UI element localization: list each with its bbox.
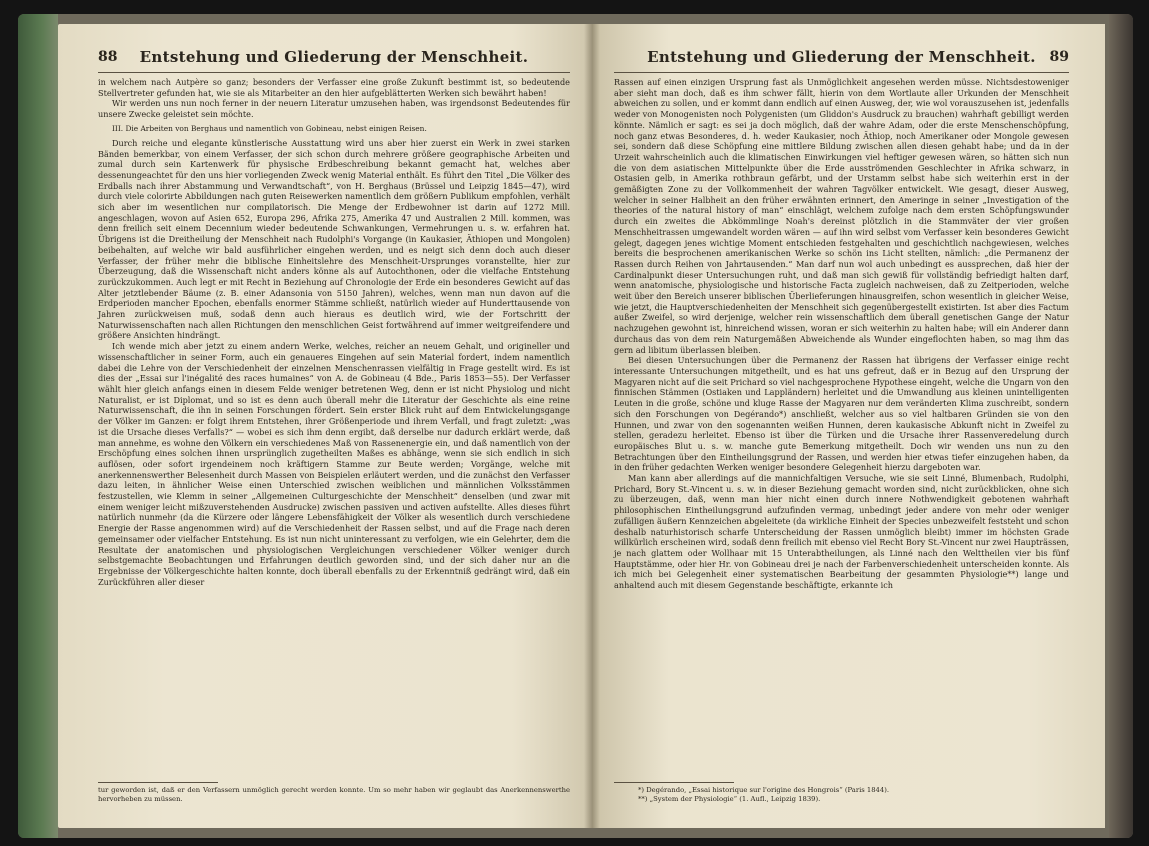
left-page-number: 88: [98, 49, 118, 65]
right-paragraph: Man kann aber allerdings auf die mannichfaltigen Versuche, wie sie seit Linné, Blumenbach, Rudolphi, Prichard, Bory St.-Vincent u. s. w. in dieser Beziehung gemacht worden sind, nicht zurückblicken, ohne sich zu überzeugen, daß, wenn man hier nicht einen durch innere Nothwendigkeit gebotenen wahrhaft philosophischen Eintheilungsgrund aufzufinden vermag, unbedingt jeder andere von mehr oder weniger zufälligen äußern Kennzeichen abgeleitete (da wirkliche Einheit der Species unbezweifelt feststeht und schon deshalb naturhistorisch scharfe Unterscheidung der Rassen unmöglich bleibt) immer im höchsten Grade willkürlich erscheinen wird, sodaß denn freilich mit ebenso viel Recht Bory St.-Vincent nur zwei Haupträssen, je nach glattem oder Wollhaar mit 15 Unterabtheilungen, als Linné nach den Welttheilen vier bis fünf Hauptstämme, oder hier Hr. von Gobineau drei je nach der Farbenverschiedenheit unterscheiden konnte. Als ich mich bei Gelegenheit einer systematischen Bearbeitung der gesammten Physiologie**) lange und anhaltend auch mit diesem Gegenstande beschäftigte, erkannte ich: [614, 473, 1069, 591]
right-page-content: [614, 46, 1069, 814]
footnote-rule: [614, 782, 734, 783]
left-paragraph: Wir werden uns nun noch ferner in der neuern Literatur umzusehen haben, was irgendsonst Bedeutendes für unsere Zwecke geleistet sein möchte.: [98, 98, 570, 120]
left-paragraph: in welchem nach Autpère so ganz; besonders der Verfasser eine große Zukunft bestimmt ist, so bedeutende Stellvertreter gefunden hat, wie sie als Mitarbeiter an den hier aufgeblätterten Werken sich bewährt haben!: [98, 77, 570, 98]
book-cover-left: [18, 14, 58, 838]
right-page-number: 89: [1049, 49, 1069, 65]
left-running-head: [98, 46, 570, 73]
left-paragraph: Ich wende mich aber jetzt zu einem andern Werke, welches, reicher an neuem Gehalt, und origineller und wissenschaftlicher in seiner Form, auch ein genaueres Eingehen auf sein Material fordert, indem namentlich dabei die Lehre von der Verschiedenheit der einzelnen Menschenrassen vielfältig in Frage gestellt wird. Es ist dies der „Essai sur l'inégalité des races humaines“ von A. de Gobineau (4 Bde., Paris 1853—55). Der Verfasser wählt hier gleich anfangs einen in diesem Felde weniger betretenen Weg, denn er ist nicht Physiolog und nicht Naturalist, er ist Diplomat, und so ist es denn auch überall mehr die Literatur der Geschichte als eine reine Naturwissenschaft, die ihn in seinen Forschungen fördert. Sein erster Blick ruht auf dem Entwickelungsgange der Völker im Ganzen: er folgt ihrem Entstehen, ihrer Größenperiode und ihrem Verfall, und fragt zuletzt: „was ist die Ursache dieses Verfalls?“ — wobei es sich ihm denn ergibt, daß derselbe nur dadurch erklärt werde, daß man annehme, es wohne den Völkern ein verschiedenes Maß von Rassenenergie ein, und daß namentlich von der Erschöpfung eines solchen ihnen ursprünglich zugetheilten Maßes es abhänge, wenn sie sich endlich in sich auflösen, oder sofort irgendeinem noch kräftigern Stamme zur Beute werden; Vorgänge, welche mit anerkennenswerther Belesenheit durch Massen von Beispielen erläutert werden, und die zunächst den Verfasser dazu leiten, in ähnlicher Weise einen Unterschied zwischen weiblichen und männlichen Volksstämmen festzustellen, wie Klemm in seiner „Allgemeinen Culturgeschichte der Menschheit“ denselben (und zwar mit einem weniger leicht mißzuverstehenden Ausdrucke) zwischen passiven und activen aufstellte. Alles dieses führt natürlich nunmehr (da die Kürzere oder längere Lebensfähigkeit der Völker als wesentlich durch verschiedene Energie der Rasse angenommen wird) auf die Verschiedenheit der Rassen selbst, und auf die Frage nach deren gemeinsamer oder vielfacher Entstehung. Es ist nun nicht uninteressant zu verfolgen, wie ein Gelehrter, dem die Resultate der anatomischen und physiologischen Vergleichungen verschiedener Völker weniger durch selbstgemachte Beobachtungen und Erfahrungen deutlich geworden sind, und der sich daher nur an die Ergebnisse der Völkergeschichte halten konnte, doch überall ebenfalls zu der Erkenntniß gedrängt wird, daß ein Zurückführen aller dieser: [98, 341, 570, 587]
left-running-title: Entstehung und Gliederung der Menschheit.: [139, 48, 529, 66]
right-paragraph: Bei diesen Untersuchungen über die Permanenz der Rassen hat übrigens der Verfasser einige recht interessante Untersuchungen mitgetheilt, und es hat uns gefreut, daß er in Bezug auf den Ursprung der Magyaren nicht auf die seit Prichard so viel nachgesprochene Hypothese eingeht, welche die Ungarn von den finnischen Stämmen (Ostiaken und Lappländern) herleitet und die Umwandlung aus kleinen unintelligenten Leuten in die große, schöne und kluge Rasse der Magyaren nur dem veränderten Klima zuschreibt, sondern sich den Forschungen von Degérando*) anschließt, welcher aus so viel haltbaren Gründen sie von den Hunnen, und zwar von den sogenannten weißen Hunnen, deren kaukasische Abkunft nicht in Zweifel zu stellen, geradezu herleitet. Ebenso ist über die Türken und die Ursache ihrer Rassenveredelung durch europäisches Blut u. s. w. manche gute Bemerkung mitgetheilt. Doch wir wenden uns nun zu den Betrachtungen über den Eintheilungsgrund der Rassen, und werden hier etwas tiefer einzugehen haben, da in den früher gedachten Werken weniger besondere Gelegenheit hierzu dargeboten war.: [614, 355, 1069, 473]
right-footnote-1: *) Degérando, „Essai historique sur l'origine des Hongrois“ (Paris 1844).: [638, 786, 890, 794]
open-book: [18, 14, 1133, 838]
right-footnote-block: [614, 776, 1069, 804]
right-running-head: [614, 46, 1069, 73]
right-running-title: Entstehung und Gliederung der Menschheit.: [647, 48, 1036, 66]
left-page-content: [98, 46, 570, 814]
section-heading: III. Die Arbeiten von Berghaus und namentlich von Gobineau, nebst einigen Reisen.: [112, 123, 427, 133]
footnote-rule: [98, 782, 218, 783]
right-footnote-2: **) „System der Physiologie“ (1. Aufl., Leipzig 1839).: [638, 795, 821, 803]
book-cover-right: [1109, 14, 1133, 838]
right-page: [592, 24, 1105, 828]
left-paragraph: Durch reiche und elegante künstlerische Ausstattung wird uns aber hier zuerst ein Werk in zwei starken Bänden bemerkbar, von einem Verfasser, der sich schon durch mehrere größere geographische Arbeiten und zumal durch sein Kartenwerk für physische Erdbeschreibung bekannt gemacht hat, welches aber dessenungeachtet für den uns hier vorliegenden Zweck wenig Material enthält. Es führt den Titel „Die Völker des Erdballs nach ihrer Abstammung und Verwandtschaft“, von H. Berghaus (Brüssel und Leipzig 1845—47), wird durch viele colorirte Abbildungen nach guten Reisewerken namentlich dem größern Publikum empfohlen, verhält sich aber im wesentlichen nur compilatorisch. Die Menge der Erdbewohner ist darin auf 1272 Mill. angeschlagen, wovon auf Asien 652, Europa 296, Afrika 275, Amerika 47 und Australien 2 Mill. kommen, was denn freilich seit einem Decennium wieder bedeutende Schwankungen, Vermehrungen u. s. w. erfahren hat. Übrigens ist die Dreitheilung der Menschheit nach Rudolphi's Vorgange (in Kaukasier, Äthiopen und Mongolen) beibehalten, auf welche wir bald ausführlicher eingehen werden, und es neigt sich denn doch auch dieser Verfasser, der früher mehr die biblische Einheitslehre des Menschheit-Ursprunges voranstellte, hier zur Überzeugung, daß die Wissenschaft nicht anders könne als auf Autochthonen, oder die vielfache Entstehung zurückzukommen. Auch legt er mit Recht in Beziehung auf Chronologie der Erde ein besonderes Gewicht auf das Alter jetztlebender Bäume (z. B. einer Adansonia von 5150 Jahren), welches, wenn man nun davon auf die Erdperioden mancher Epochen, ebenfalls enormer Stämme schließt, natürlich wieder auf Hunderttausende von Jahren zurückweisen muß, sodaß denn auch hieraus es deutlich wird, wie der Fortschritt der Naturwissenschaften nach allen Richtungen den menschlichen Geist fortwährend auf immer weitgreifendere und größere Ansichten hindrängt.: [98, 137, 570, 341]
left-footnote: tur geworden ist, daß er den Verfassern unmöglich gerecht werden konnte. Um so mehr haben wir geglaubt das Anerkennenswerthe hervorheben zu müssen.: [98, 786, 570, 803]
left-body-text: [98, 77, 570, 587]
right-paragraph: Rassen auf einen einzigen Ursprung fast als Unmöglichkeit angesehen werden müsse. Nichtsdestoweniger aber sieht man doch, daß es ihm schwer fällt, hierin von dem Wortlaute aller Urkunden der Menschheit abweichen zu sollen, und er kommt dann endlich auf einen Ausweg, der, wie wol vorauszusehen ist, jedenfalls weder von Monogenisten noch Polygenisten (um Gliddon's Ausdruck zu brauchen) wahrhaft gebilligt werden könnte. Nämlich er sagt: es sei ja doch möglich, daß der wahre Adam, oder die erste Menschenschöpfung, noch ganz etwas Besonderes, d. h. weder Kaukasier, noch Äthiop, noch Amerikaner oder Mongole gewesen sei, sondern daß diese Schöpfung eine mittlere Bildung zwischen allen diesen gehabt habe; und da in der Urzeit wahrscheinlich auch die klimatischen Einwirkungen viel heftiger gewesen wären, so hätten sich nun die von dem asiatischen Mittelpunkte über die Erde ausströmenden Geschlechter in Afrika schwarz, in Ostasien gelb, in Amerika rothbraun gefärbt, und der Urstamm selbst habe sich weiterhin erst in der gemäßigten Zone zu der Vollkommenheit der wahren Tagvölker entwickelt. Wie gesagt, dieser Ausweg, welcher in seiner Halbheit an den früher erwähnten erinnert, den Ameringe in seiner „Investigation of the theories of the natural history of man“ einschlägt, welchem zufolge nach dem ersten Schöpfungswunder durch ein zweites die Abkömmlinge Noah's dereinst plötzlich in die Stammväter der vier großen Menschheitrassen umgewandelt worden wären — auf ihn wird selbst vom Verfasser kein besonderes Gewicht gelegt, dagegen jenes wichtige Moment entschieden festgehalten und geschichtlich nachgewiesen, welches bereits die besprochenen amerikanischen Werke so schön ins Licht stellten, nämlich: „die Permanenz der Rassen durch Reihen von Jahrtausenden.“ Man darf nun wol auch unbedingt es aussprechen, daß hier der Cardinalpunkt dieser Untersuchungen ruht, und daß man sich gewiß für vollständig befriedigt halten darf, wenn anatomische, physiologische und historische Facta zugleich nachweisen, daß zu Zeitperioden, welche weit über den Bereich unserer biblischen Überlieferungen hinausgreifen, schon wesentlich in gleicher Weise, wie jetzt, die Hauptverschiedenheiten der Menschheit sich gegenübergestellt existirten. Ist aber dies Factum außer Zweifel, so wird derjenige, welcher rein wissenschaftlich dem überall genetischen Gange der Natur nachzugehen gewohnt ist, hinreichend wissen, woran er sich weiterhin zu halten habe; will ein Anderer dann durchaus das von dem rein Naturgemäßen Abweichende als Wunder eingeflochten haben, so mag ihm das gern ad libitum überlassen bleiben.: [614, 77, 1069, 355]
left-footnote-block: [98, 776, 570, 804]
right-body-text: [614, 77, 1069, 591]
left-page: [58, 24, 592, 828]
